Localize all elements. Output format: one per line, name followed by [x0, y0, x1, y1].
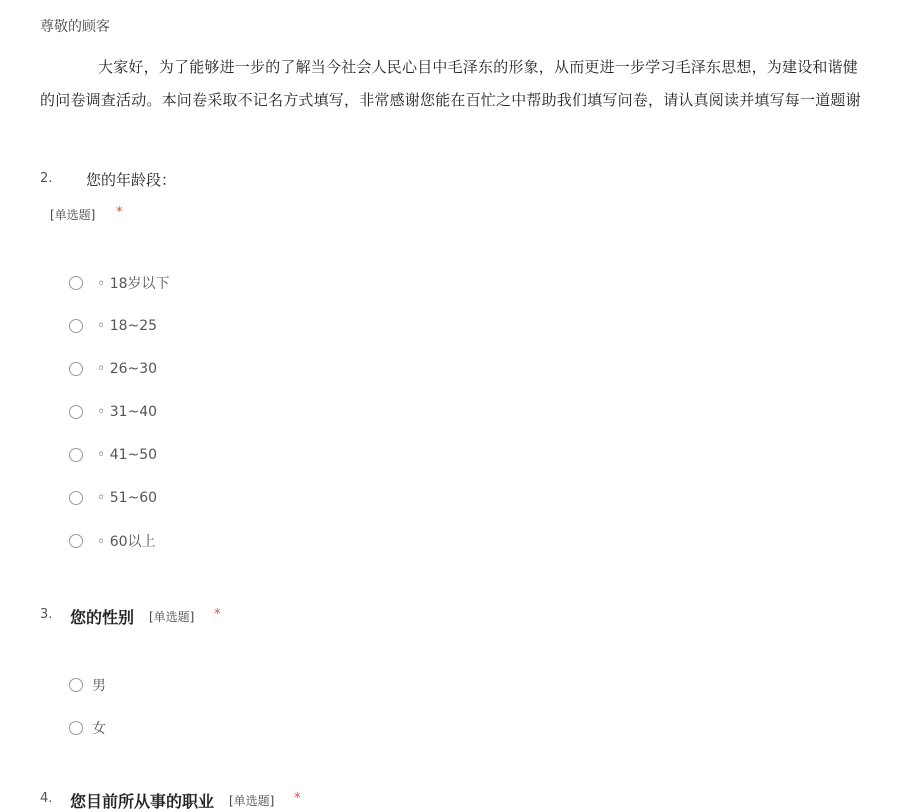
radio-button[interactable]: [69, 405, 83, 419]
radio-option-age-under-18[interactable]: [69, 273, 170, 293]
option-label: ◦ 31~40: [97, 404, 158, 420]
required-asterisk: *: [294, 791, 301, 806]
radio-button[interactable]: [69, 448, 83, 462]
question-title: 您的年龄段：: [86, 171, 177, 189]
radio-option-age-41-50[interactable]: [69, 445, 157, 465]
radio-option-gender-female[interactable]: [69, 718, 106, 738]
question-number: 2.: [40, 171, 53, 186]
radio-button[interactable]: [69, 534, 83, 548]
radio-button[interactable]: [69, 362, 83, 376]
radio-option-age-18-25[interactable]: [69, 316, 157, 336]
option-label: ◦ 18岁以下: [97, 276, 170, 292]
question-type-badge: [单选题]: [149, 610, 195, 624]
option-label: 男: [92, 678, 106, 694]
intro-paragraph-line-2: 的问卷调查活动。本问卷采取不记名方式填写，非常感谢您能在百忙之中帮助我们填写问卷，请认真阅读并填写每一道题谢: [40, 91, 861, 109]
option-label: ◦ 18~25: [97, 318, 158, 334]
radio-button[interactable]: [69, 276, 83, 290]
radio-button[interactable]: [69, 678, 83, 692]
option-label: ◦ 51~60: [97, 490, 158, 506]
radio-option-age-over-60[interactable]: [69, 531, 156, 551]
option-label: 女: [92, 721, 106, 737]
radio-button[interactable]: [69, 491, 83, 505]
question-title: 您的性别: [70, 608, 135, 627]
question-number: 4.: [40, 791, 53, 806]
radio-option-age-26-30[interactable]: [69, 359, 157, 379]
required-asterisk: *: [116, 205, 123, 220]
question-type-badge: [单选题]: [50, 208, 96, 222]
option-label: ◦ 41~50: [97, 447, 158, 463]
radio-button[interactable]: [69, 319, 83, 333]
greeting-text: 尊敬的顾客: [40, 19, 110, 35]
option-label: ◦ 26~30: [97, 361, 158, 377]
radio-button[interactable]: [69, 721, 83, 735]
intro-paragraph-line-1: 大家好，为了能够进一步的了解当今社会人民心目中毛泽东的形象，从而更进一步学习毛泽东思想，为建设和谐健: [98, 58, 859, 76]
question-type-badge: [单选题]: [229, 794, 275, 808]
question-number: 3.: [40, 607, 53, 622]
radio-option-gender-male[interactable]: [69, 675, 106, 695]
radio-option-age-51-60[interactable]: [69, 488, 157, 508]
radio-option-age-31-40[interactable]: [69, 402, 157, 422]
option-label: ◦ 60以上: [97, 534, 156, 550]
question-title: 您目前所从事的职业: [70, 792, 215, 811]
required-asterisk: *: [214, 607, 221, 622]
